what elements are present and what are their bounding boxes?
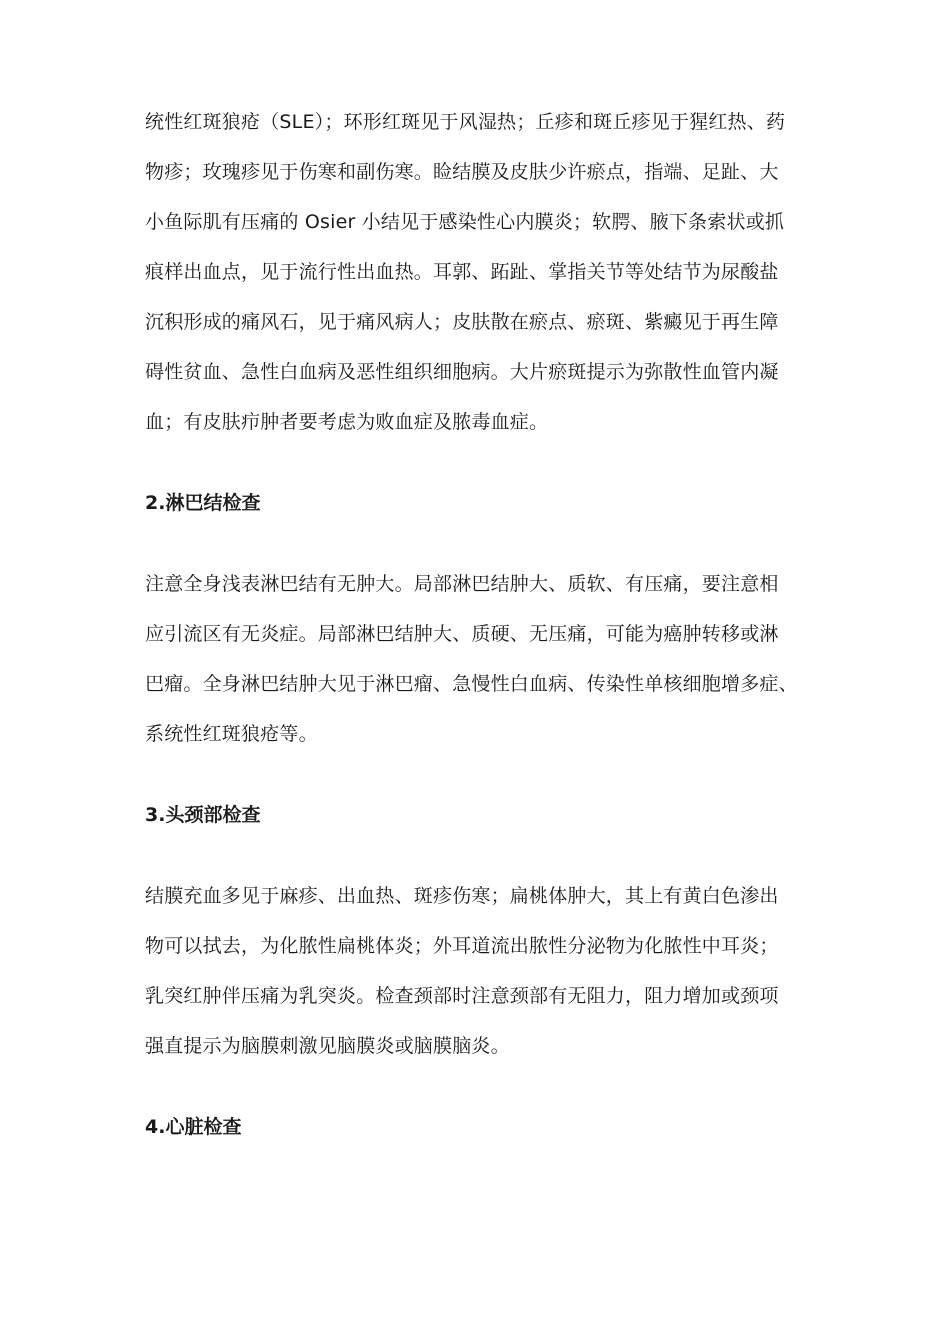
paragraph-skin-findings [145,97,820,447]
section-heading-lymph-nodes: 2.淋巴结检查 [145,492,261,514]
text-line: 沉积形成的痛风石，见于痛风病人；皮肤散在瘀点、瘀斑、紫癜见于再生障 [145,311,779,333]
text-line: 应引流区有无炎症。局部淋巴结肿大、质硬、无压痛，可能为癌肿转移或淋 [145,623,779,645]
text-line: 巴瘤。全身淋巴结肿大见于淋巴瘤、急慢性白血病、传染性单核细胞增多症、 [145,673,798,695]
text-line: 系统性红斑狼疮等。 [145,723,318,745]
section-heading-heart: 4.心脏检查 [145,1116,242,1138]
text-line: 碍性贫血、急性白血病及恶性组织细胞病。大片瘀斑提示为弥散性血管内凝 [145,361,779,383]
text-line: 物疹；玫瑰疹见于伤寒和副伤寒。睑结膜及皮肤少许瘀点，指端、足趾、大 [145,161,779,183]
text-line: 乳突红肿伴压痛为乳突炎。检查颈部时注意颈部有无阻力，阻力增加或颈项 [145,985,779,1007]
document-body [145,97,820,1152]
section-heading-head-neck: 3.头颈部检查 [145,804,261,826]
text-line: 痕样出血点，见于流行性出血热。耳郭、跖趾、掌指关节等处结节为尿酸盐 [145,261,779,283]
text-line: 注意全身浅表淋巴结有无肿大。局部淋巴结肿大、质软、有压痛，要注意相 [145,573,779,595]
text-line: 统性红斑狼疮（SLE）；环形红斑见于风湿热；丘疹和斑丘疹见于猩红热、药 [145,111,786,133]
text-line: 结膜充血多见于麻疹、出血热、斑疹伤寒；扁桃体肿大，其上有黄白色渗出 [145,885,779,907]
text-line: 物可以拭去，为化脓性扁桃体炎；外耳道流出脓性分泌物为化脓性中耳炎； [145,935,779,957]
paragraph-lymph-nodes [145,559,820,759]
text-line: 强直提示为脑膜刺激见脑膜炎或脑膜脑炎。 [145,1035,510,1057]
paragraph-head-neck [145,871,820,1071]
text-line: 小鱼际肌有压痛的 Osier 小结见于感染性心内膜炎；软腭、腋下条索状或抓 [145,211,785,233]
text-line: 血；有皮肤疖肿者要考虑为败血症及脓毒血症。 [145,411,549,433]
